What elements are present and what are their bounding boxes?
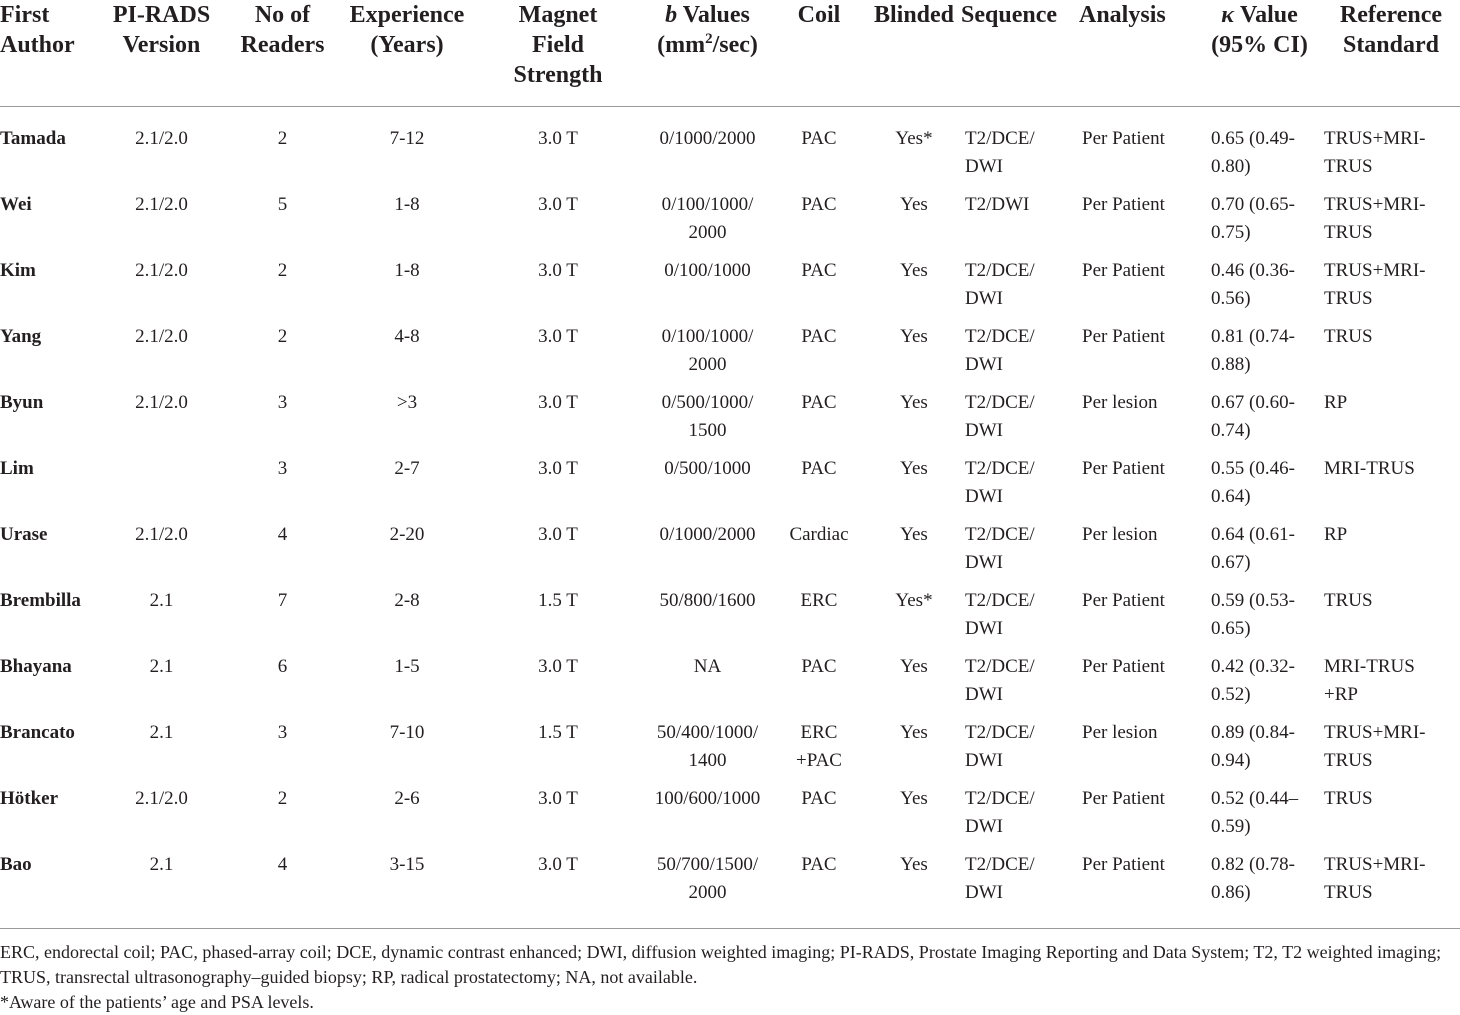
cell-author: Lim <box>0 458 34 479</box>
cell-pirads-version: 2.1/2.0 <box>135 260 188 281</box>
cell-coil: PAC <box>801 392 837 413</box>
cell-sequence: T2/DCE/ DWI <box>965 128 1035 177</box>
header-blinded: Blinded <box>873 2 955 28</box>
cell-reference-standard: TRUS+MRI- TRUS <box>1324 194 1426 243</box>
cell-sequence: T2/DCE/ DWI <box>965 392 1035 441</box>
cell-field-strength: 1.5 T <box>538 722 578 743</box>
cell-author: Urase <box>0 524 48 545</box>
cell-coil: PAC <box>801 128 837 149</box>
cell-kappa: 0.82 (0.78- 0.86) <box>1211 854 1295 903</box>
cell-coil: ERC +PAC <box>796 722 842 771</box>
cell-coil: Cardiac <box>789 524 849 545</box>
cell-coil: PAC <box>801 788 837 809</box>
cell-coil: PAC <box>801 656 837 677</box>
cell-field-strength: 3.0 T <box>538 524 578 545</box>
cell-blinded: Yes <box>900 392 928 413</box>
cell-pirads-version: 2.1 <box>149 590 174 611</box>
cell-author: Brembilla <box>0 590 81 611</box>
table-row <box>0 257 1460 323</box>
cell-field-strength: 3.0 T <box>538 260 578 281</box>
cell-pirads-version: 2.1 <box>149 854 174 875</box>
header-sequence: Sequence <box>961 2 1057 28</box>
cell-reference-standard: TRUS+MRI- TRUS <box>1324 722 1426 771</box>
cell-author: Wei <box>0 194 32 215</box>
table-row <box>0 455 1460 521</box>
cell-sequence: T2/DCE/ DWI <box>965 788 1035 837</box>
table-row <box>0 323 1460 389</box>
cell-blinded: Yes <box>900 458 928 479</box>
cell-analysis: Per Patient <box>1082 590 1165 611</box>
cell-reference-standard: TRUS+MRI- TRUS <box>1324 128 1426 177</box>
cell-readers: 7 <box>277 590 288 611</box>
cell-analysis: Per Patient <box>1082 194 1165 215</box>
cell-field-strength: 3.0 T <box>538 194 578 215</box>
cell-author: Bao <box>0 854 32 875</box>
cell-sequence: T2/DCE/ DWI <box>965 458 1035 507</box>
cell-experience: 7-10 <box>389 722 425 743</box>
cell-b-values: 0/500/1000 <box>664 458 751 479</box>
cell-author: Bhayana <box>0 656 72 677</box>
cell-reference-standard: TRUS+MRI- TRUS <box>1324 260 1426 309</box>
header-pirads-version: PI-RADS Version <box>112 2 211 58</box>
cell-experience: 2-6 <box>394 788 420 809</box>
cell-kappa: 0.59 (0.53- 0.65) <box>1211 590 1295 639</box>
table-row <box>0 521 1460 587</box>
cell-pirads-version: 2.1/2.0 <box>135 524 188 545</box>
cell-experience: 4-8 <box>394 326 420 347</box>
cell-reference-standard: TRUS <box>1324 590 1373 611</box>
cell-b-values: 0/1000/2000 <box>659 524 756 545</box>
cell-coil: PAC <box>801 194 837 215</box>
header-kappa-value: κ Value (95% CI) <box>1211 2 1308 58</box>
cell-experience: 2-20 <box>389 524 425 545</box>
cell-kappa: 0.70 (0.65- 0.75) <box>1211 194 1295 243</box>
cell-author: Kim <box>0 260 36 281</box>
cell-pirads-version <box>100 455 223 521</box>
header-coil: Coil <box>797 2 841 28</box>
cell-b-values: 50/400/1000/ 1400 <box>656 722 759 771</box>
header-b-values: b Values $(mm^2/\sec)$ <box>657 2 758 58</box>
cell-analysis: Per Patient <box>1082 656 1165 677</box>
cell-b-values: 0/100/1000 <box>664 260 751 281</box>
cell-reference-standard: TRUS <box>1324 326 1373 347</box>
cell-blinded: Yes <box>900 788 928 809</box>
cell-kappa: 0.81 (0.74- 0.88) <box>1211 326 1295 375</box>
cell-experience: 1-8 <box>394 260 420 281</box>
cell-reference-standard: MRI-TRUS +RP <box>1324 656 1415 705</box>
header-first-author: First Author <box>0 2 75 58</box>
cell-field-strength: 3.0 T <box>538 392 578 413</box>
cell-experience: 7-12 <box>389 128 425 149</box>
cell-reference-standard: RP <box>1324 524 1348 545</box>
header-magnet-field-strength: Magnet Field Strength <box>513 2 603 88</box>
cell-readers: 5 <box>277 194 288 215</box>
cell-reference-standard: TRUS+MRI- TRUS <box>1324 854 1426 903</box>
cell-experience: 2-7 <box>394 458 420 479</box>
cell-experience: 2-8 <box>394 590 420 611</box>
cell-field-strength: 3.0 T <box>538 788 578 809</box>
table-row <box>0 587 1460 653</box>
cell-field-strength: 3.0 T <box>538 458 578 479</box>
cell-pirads-version: 2.1/2.0 <box>135 128 188 149</box>
cell-readers: 2 <box>277 326 288 347</box>
cell-author: Yang <box>0 326 42 347</box>
cell-blinded: Yes <box>900 524 928 545</box>
cell-readers: 3 <box>277 722 288 743</box>
cell-coil: PAC <box>801 260 837 281</box>
cell-b-values: 50/700/1500/ 2000 <box>656 854 759 903</box>
cell-coil: PAC <box>801 326 837 347</box>
cell-readers: 3 <box>277 392 288 413</box>
cell-readers: 2 <box>277 128 288 149</box>
cell-author: Brancato <box>0 722 75 743</box>
cell-sequence: T2/DCE/ DWI <box>965 326 1035 375</box>
cell-author: Tamada <box>0 128 66 149</box>
table-row <box>0 191 1460 257</box>
cell-sequence: T2/DCE/ DWI <box>965 854 1035 903</box>
cell-reference-standard: RP <box>1324 392 1348 413</box>
table-row <box>0 785 1460 851</box>
cell-author: Byun <box>0 392 44 413</box>
cell-field-strength: 3.0 T <box>538 656 578 677</box>
cell-coil: PAC <box>801 854 837 875</box>
header-experience: Experience (Years) <box>349 2 465 58</box>
cell-coil: ERC <box>800 590 838 611</box>
cell-experience: 3-15 <box>389 854 425 875</box>
cell-sequence: T2/DCE/ DWI <box>965 590 1035 639</box>
cell-b-values: 50/800/1600 <box>659 590 756 611</box>
cell-blinded: Yes <box>900 854 928 875</box>
cell-analysis: Per Patient <box>1082 458 1165 479</box>
cell-readers: 2 <box>277 260 288 281</box>
cell-experience: 1-5 <box>394 656 420 677</box>
cell-kappa: 0.89 (0.84- 0.94) <box>1211 722 1295 771</box>
cell-b-values: 0/1000/2000 <box>659 128 756 149</box>
cell-sequence: T2/DWI <box>965 194 1030 215</box>
cell-kappa: 0.65 (0.49- 0.80) <box>1211 128 1295 177</box>
cell-experience: 1-8 <box>394 194 420 215</box>
cell-field-strength: 3.0 T <box>538 326 578 347</box>
cell-field-strength: 1.5 T <box>538 590 578 611</box>
cell-experience: >3 <box>396 392 418 413</box>
cell-analysis: Per lesion <box>1082 524 1158 545</box>
cell-blinded: Yes* <box>895 128 933 149</box>
table-row <box>0 107 1460 192</box>
cell-analysis: Per Patient <box>1082 326 1165 347</box>
table-bottom-rule <box>0 928 1460 929</box>
cell-blinded: Yes <box>900 656 928 677</box>
table-row <box>0 719 1460 785</box>
footnote-asterisk: *Aware of the patients’ age and PSA levels. <box>0 992 314 1012</box>
cell-coil: PAC <box>801 458 837 479</box>
cell-blinded: Yes <box>900 722 928 743</box>
cell-analysis: Per Patient <box>1082 260 1165 281</box>
cell-author: Hötker <box>0 788 59 809</box>
cell-b-values: 0/100/1000/ 2000 <box>661 326 754 375</box>
cell-b-values: 0/100/1000/ 2000 <box>661 194 754 243</box>
cell-b-values: NA <box>693 656 722 677</box>
table-row <box>0 389 1460 455</box>
cell-blinded: Yes <box>900 194 928 215</box>
cell-blinded: Yes <box>900 326 928 347</box>
table-row <box>0 851 1460 913</box>
cell-sequence: T2/DCE/ DWI <box>965 524 1035 573</box>
cell-kappa: 0.52 (0.44– 0.59) <box>1211 788 1299 837</box>
cell-reference-standard: TRUS <box>1324 788 1373 809</box>
table-header <box>0 0 1460 107</box>
cell-kappa: 0.67 (0.60- 0.74) <box>1211 392 1295 441</box>
cell-analysis: Per lesion <box>1082 392 1158 413</box>
footnote-abbreviations: ERC, endorectal coil; PAC, phased-array coil; DCE, dynamic contrast enhanced; DWI, diffusion weighted imaging; PI-RADS, Prostate Imaging Reporting and Data System; T2, T2 weighted imaging; TRUS, transrectal ultrasonography–guided biopsy; RP, radical prostatectomy; NA, not available. <box>0 942 1442 987</box>
cell-b-values: 100/600/1000 <box>654 788 761 809</box>
header-reference-standard: Reference Standard <box>1339 2 1443 58</box>
cell-readers: 3 <box>277 458 288 479</box>
table-row <box>0 653 1460 719</box>
cell-blinded: Yes* <box>895 590 933 611</box>
header-analysis: Analysis <box>1079 2 1166 28</box>
cell-pirads-version: 2.1/2.0 <box>135 326 188 347</box>
cell-analysis: Per Patient <box>1082 854 1165 875</box>
cell-pirads-version: 2.1/2.0 <box>135 788 188 809</box>
cell-kappa: 0.46 (0.36- 0.56) <box>1211 260 1295 309</box>
cell-analysis: Per Patient <box>1082 128 1165 149</box>
cell-sequence: T2/DCE/ DWI <box>965 656 1035 705</box>
cell-field-strength: 3.0 T <box>538 854 578 875</box>
cell-reference-standard: MRI-TRUS <box>1324 458 1415 479</box>
table-body <box>0 107 1460 914</box>
cell-field-strength: 3.0 T <box>538 128 578 149</box>
cell-readers: 4 <box>277 524 288 545</box>
cell-readers: 4 <box>277 854 288 875</box>
cell-sequence: T2/DCE/ DWI <box>965 260 1035 309</box>
cell-pirads-version: 2.1 <box>149 656 174 677</box>
cell-kappa: 0.42 (0.32- 0.52) <box>1211 656 1295 705</box>
cell-kappa: 0.55 (0.46- 0.64) <box>1211 458 1295 507</box>
cell-blinded: Yes <box>900 260 928 281</box>
cell-pirads-version: 2.1/2.0 <box>135 392 188 413</box>
cell-pirads-version: 2.1 <box>149 722 174 743</box>
cell-sequence: T2/DCE/ DWI <box>965 722 1035 771</box>
cell-pirads-version: 2.1/2.0 <box>135 194 188 215</box>
cell-readers: 6 <box>277 656 288 677</box>
cell-kappa: 0.64 (0.61- 0.67) <box>1211 524 1295 573</box>
cell-readers: 2 <box>277 788 288 809</box>
cell-b-values: 0/500/1000/ 1500 <box>661 392 754 441</box>
cell-analysis: Per lesion <box>1082 722 1158 743</box>
cell-analysis: Per Patient <box>1082 788 1165 809</box>
header-no-of-readers: No of Readers <box>240 2 325 58</box>
